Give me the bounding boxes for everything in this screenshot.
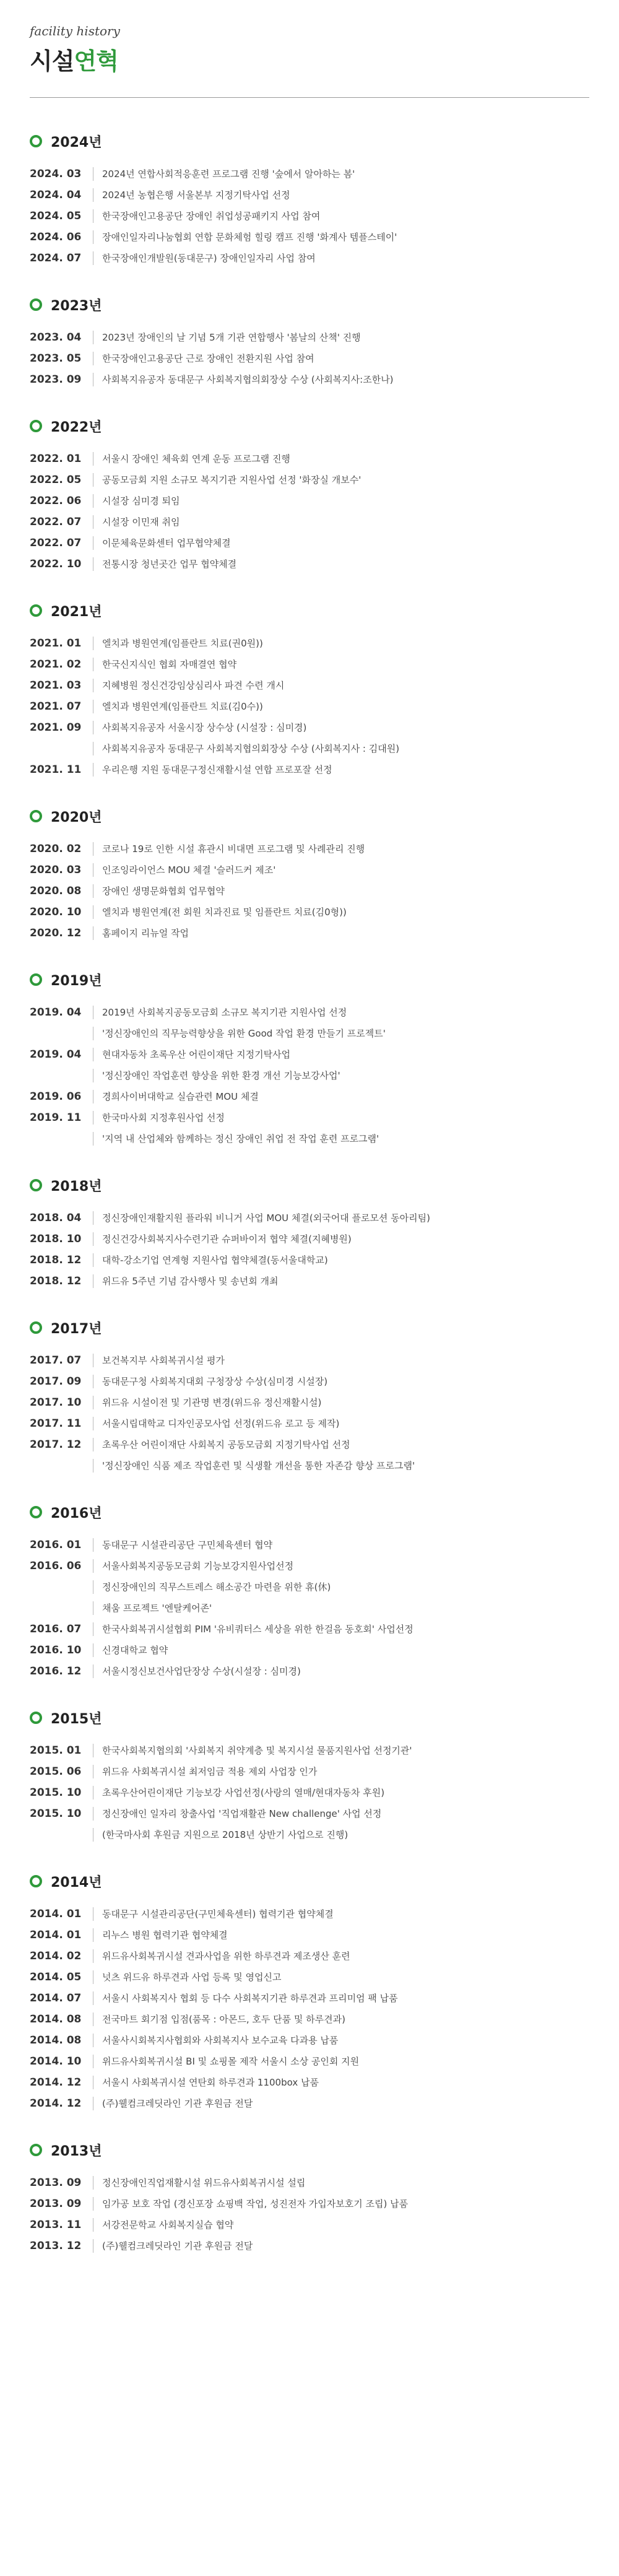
history-entry	[30, 348, 589, 369]
history-entry	[30, 859, 589, 881]
history-entry	[30, 2193, 589, 2214]
year-heading	[30, 1501, 589, 1523]
entry-date: 2022. 06	[30, 495, 82, 507]
year-label: 2021년	[51, 604, 102, 620]
ring-bullet-icon	[30, 2144, 42, 2156]
entry-date: 2018. 12	[30, 1254, 82, 1266]
history-entry	[30, 227, 589, 248]
history-section	[30, 1298, 589, 1482]
entry-description: (주)웰컴크레딧라인 기관 후원금 전달	[102, 2098, 253, 2109]
entry-date: 2024. 06	[30, 231, 82, 243]
entry-description: 엘치과 병원연계(전 회원 치과진료 및 임플란트 치료(김0형))	[102, 907, 347, 918]
entry-date: 2021. 03	[30, 679, 82, 692]
entry-date: 2022. 07	[30, 516, 82, 528]
ring-bullet-icon	[30, 1875, 42, 1887]
history-entry	[30, 1086, 589, 1107]
history-entry	[30, 717, 589, 738]
year-heading	[30, 805, 589, 827]
history-entry	[30, 1803, 589, 1824]
history-entry	[30, 1229, 589, 1250]
entry-description: 서울시 사회복귀시설 연탄회 하루견과 1100box 납품	[102, 2077, 319, 2088]
year-label: 2016년	[51, 1505, 102, 1521]
history-entry	[30, 1640, 589, 1661]
entry-description: '정신장애인 작업훈련 향상을 위한 환경 개선 기능보강사업'	[102, 1070, 340, 1081]
entry-description: 시설장 이민재 취임	[102, 516, 180, 528]
history-section	[30, 1852, 589, 2120]
history-entry	[30, 1392, 589, 1413]
ring-bullet-icon	[30, 604, 42, 617]
history-entry	[30, 838, 589, 859]
entry-description: 사회복지유공자 서울시장 상수상 (시설장 : 심미경)	[102, 722, 307, 733]
history-entry	[30, 206, 589, 227]
year-label: 2020년	[51, 809, 102, 825]
entry-date: 2022. 01	[30, 453, 82, 465]
history-entry	[30, 923, 589, 944]
year-label: 2014년	[51, 1874, 102, 1891]
entry-date: 2014. 08	[30, 2034, 82, 2047]
entry-description: (한국마사회 후원금 지원으로 2018년 상반기 사업으로 진행)	[102, 1829, 348, 1840]
entry-date: 2024. 07	[30, 252, 82, 264]
entry-description: 한국마사회 지정후원사업 선정	[102, 1112, 225, 1123]
history-section	[30, 950, 589, 1155]
entry-description: '정신장애인의 직무능력향상을 위한 Good 작업 환경 만들기 프로젝트'	[102, 1028, 386, 1039]
entry-description: 정신장애인의 직무스트레스 해소공간 마련을 위한 휴(休)	[102, 1582, 331, 1593]
history-entry	[30, 1534, 589, 1556]
entry-description: 전통시장 청년곳간 업무 협약체결	[102, 559, 237, 570]
history-entry	[30, 1740, 589, 1761]
entry-date: 2013. 09	[30, 2177, 82, 2189]
history-entry	[30, 1904, 589, 1925]
year-label: 2022년	[51, 419, 102, 435]
history-entry	[30, 633, 589, 654]
year-label: 2024년	[51, 134, 102, 150]
entry-description: 위드유사회복귀시설 견과사업을 위한 하루견과 제조생산 훈련	[102, 1951, 350, 1962]
history-entry	[30, 1946, 589, 1967]
entry-description: 서울시정신보건사업단장상 수상(시설장 : 심미경)	[102, 1666, 301, 1677]
entry-date: 2020. 08	[30, 885, 82, 897]
entry-date: 2024. 03	[30, 168, 82, 180]
history-entry	[30, 1350, 589, 1371]
page-title-main: 시설	[30, 48, 74, 75]
entry-description: 한국장애인개발원(동대문구) 장애인일자리 사업 참여	[102, 253, 316, 264]
entry-date: 2015. 06	[30, 1765, 82, 1778]
entry-date: 2017. 12	[30, 1438, 82, 1451]
history-entry	[30, 1250, 589, 1271]
entry-description: 임가공 보호 작업 (경신포장 쇼핑백 작업, 성진전자 가입자보호기 조립) 납품	[102, 2198, 409, 2209]
entry-description: 위드유 시설이전 및 기관명 변경(위드유 정신재활시설)	[102, 1397, 322, 1408]
entry-date: 2016. 01	[30, 1539, 82, 1551]
entry-date: 2021. 07	[30, 700, 82, 713]
entry-date: 2022. 05	[30, 474, 82, 486]
history-entry	[30, 2030, 589, 2051]
history-entry	[30, 369, 589, 390]
history-entry	[30, 185, 589, 206]
history-entry	[30, 1598, 589, 1619]
history-entry	[30, 2072, 589, 2093]
entry-description: 2019년 사회복지공동모금회 소규모 복지기관 지원사업 선정	[102, 1007, 347, 1018]
history-entry	[30, 1023, 589, 1044]
history-section	[30, 396, 589, 581]
entry-date: 2015. 01	[30, 1744, 82, 1757]
entry-description: 2023년 장애인의 날 기념 5개 기관 연합행사 '봄날의 산책' 진행	[102, 332, 361, 343]
entry-description: 경희사이버대학교 실습관련 MOU 체결	[102, 1091, 259, 1102]
history-entry	[30, 327, 589, 348]
entry-description: 홈페이지 리뉴얼 작업	[102, 928, 189, 939]
entry-date: 2016. 07	[30, 1623, 82, 1635]
year-label: 2018년	[51, 1178, 102, 1194]
ring-bullet-icon	[30, 1179, 42, 1191]
entry-date: 2014. 10	[30, 2055, 82, 2068]
entry-description: 전국마트 회기점 입점(품목 : 아몬드, 호두 단품 및 하루견과)	[102, 2014, 345, 2025]
history-entry	[30, 1577, 589, 1598]
entry-description: 시설장 심미경 퇴임	[102, 495, 180, 507]
history-entry	[30, 1967, 589, 1988]
history-entry	[30, 490, 589, 511]
page-eyebrow: facility history	[30, 24, 120, 38]
entry-description: 서울사회복지공동모금회 기능보강지원사업선정	[102, 1560, 294, 1572]
entry-date: 2014. 05	[30, 1971, 82, 1983]
entry-date: 2015. 10	[30, 1786, 82, 1799]
entry-description: 초록우산 어린이재단 사회복지 공동모금회 지정기탁사업 선정	[102, 1439, 350, 1450]
entry-date: 2014. 12	[30, 2097, 82, 2110]
history-entry	[30, 1455, 589, 1476]
year-heading	[30, 1707, 589, 1729]
entry-date: 2016. 12	[30, 1665, 82, 1677]
entry-description: 보건복지부 사회복귀시설 평가	[102, 1355, 225, 1366]
entry-description: 서울시립대학교 디자인공모사업 선정(위드유 로고 등 제작)	[102, 1418, 340, 1429]
entry-date: 2019. 06	[30, 1090, 82, 1103]
entry-date: 2014. 12	[30, 2076, 82, 2089]
entry-description: 위드유사회복귀시설 BI 및 쇼핑몰 제작 서울시 소상 공인회 지원	[102, 2056, 360, 2067]
history-entry	[30, 163, 589, 185]
entry-description: 서강전문학교 사회복지실습 협약	[102, 2219, 234, 2230]
entry-description: 정신장애인 일자리 창출사업 '직업재활관 New challenge' 사업 선정	[102, 1808, 382, 1819]
entry-date: 2019. 11	[30, 1112, 82, 1124]
year-heading	[30, 968, 589, 991]
ring-bullet-icon	[30, 1321, 42, 1334]
entry-description: 한국사회복귀시설협회 PIM '유비쿼터스 세상을 위한 한걸음 동호회' 사업선정	[102, 1624, 413, 1635]
ring-bullet-icon	[30, 135, 42, 147]
history-entry	[30, 1434, 589, 1455]
entry-date: 2013. 12	[30, 2240, 82, 2252]
entry-description: 넛츠 위드유 하루견과 사업 등록 및 영업신고	[102, 1972, 282, 1983]
entry-description: 리누스 병원 협력기관 협약체결	[102, 1930, 228, 1941]
history-entry	[30, 2051, 589, 2072]
ring-bullet-icon	[30, 420, 42, 432]
entry-description: 위드유 사회복귀시설 최저임금 적용 제외 사업장 인가	[102, 1766, 318, 1777]
entry-date: 2018. 04	[30, 1212, 82, 1224]
history-section	[30, 581, 589, 786]
entry-date: 2017. 09	[30, 1375, 82, 1388]
history-section	[30, 1155, 589, 1298]
entry-date: 2021. 01	[30, 637, 82, 650]
entry-description: 한국장애인고용공단 근로 장애인 전환지원 사업 참여	[102, 353, 314, 364]
entry-date: 2019. 04	[30, 1048, 82, 1061]
entry-description: 한국장애인고용공단 장애인 취업성공패키지 사업 참여	[102, 211, 321, 222]
history-entry	[30, 1761, 589, 1782]
entry-description: 엘치과 병원연계(임플란트 치료(김0수))	[102, 701, 263, 712]
entry-description: 채움 프로젝트 '엔탈케어존'	[102, 1603, 212, 1614]
history-entry	[30, 1065, 589, 1086]
entry-description: '지역 내 산업체와 함께하는 정신 장애인 취업 전 작업 훈련 프로그램'	[102, 1133, 379, 1144]
history-entry	[30, 448, 589, 469]
page-title	[30, 42, 589, 76]
entry-description: 장애인일자리나눔협회 연합 문화체험 힐링 캠프 진행 '화계사 템플스테이'	[102, 232, 397, 243]
history-entry	[30, 1044, 589, 1065]
entry-description: 한국사회복지협의회 '사회복지 취약계층 및 복지시설 물품지원사업 선정기관'	[102, 1745, 412, 1756]
entry-date: 2014. 07	[30, 1992, 82, 2004]
entry-description: 이문체육문화센터 업무협약체결	[102, 537, 231, 549]
entry-description: 지혜병원 정신건강임상심리사 파견 수련 개시	[102, 680, 285, 691]
history-entry	[30, 2235, 589, 2256]
entry-date: 2018. 10	[30, 1233, 82, 1245]
year-heading	[30, 1316, 589, 1339]
entry-description: 공동모금회 지원 소규모 복지기관 지원사업 선정 '화장실 개보수'	[102, 474, 361, 485]
history-section	[30, 786, 589, 950]
year-label: 2013년	[51, 2143, 102, 2159]
entry-date: 2020. 10	[30, 906, 82, 918]
entry-description: 위드유 5주년 기념 감사행사 및 송년회 개최	[102, 1276, 279, 1287]
page-title-accent: 연혁	[74, 48, 118, 75]
history-entry	[30, 1107, 589, 1128]
entry-date: 2014. 02	[30, 1950, 82, 1962]
ring-bullet-icon	[30, 1506, 42, 1518]
entry-date: 2017. 10	[30, 1396, 82, 1409]
history-entry	[30, 759, 589, 780]
year-heading	[30, 2139, 589, 2161]
history-entry	[30, 881, 589, 902]
entry-date: 2023. 09	[30, 373, 82, 386]
entry-description: 코로나 19로 인한 시설 휴관시 비대면 프로그램 및 사례관리 진행	[102, 843, 365, 855]
year-heading	[30, 1870, 589, 1892]
ring-bullet-icon	[30, 810, 42, 822]
year-label: 2017년	[51, 1321, 102, 1337]
entry-date: 2016. 10	[30, 1644, 82, 1656]
entry-description: 정신장애인직업재활시설 위드유사회복귀시설 설립	[102, 2177, 306, 2188]
entry-description: '정신장애인 식품 제조 작업훈련 및 식생활 개선을 통한 자존감 향상 프로그램'	[102, 1460, 415, 1471]
entry-description: 사회복지유공자 동대문구 사회복지협의회장상 수상 (사회복지사:조한나)	[102, 374, 394, 385]
entry-date: 2017. 11	[30, 1417, 82, 1430]
history-entry	[30, 2093, 589, 2114]
entry-description: (주)웰컴크레딧라인 기관 후원금 전달	[102, 2240, 253, 2252]
history-entry	[30, 1413, 589, 1434]
entry-date: 2023. 05	[30, 352, 82, 365]
history-entry	[30, 511, 589, 533]
entry-description: 정신건강사회복지사수련기관 슈퍼바이저 협약 체결(지혜병원)	[102, 1234, 352, 1245]
year-label: 2023년	[51, 298, 102, 314]
history-entry	[30, 2172, 589, 2193]
entry-date: 2013. 11	[30, 2219, 82, 2231]
history-entry	[30, 2009, 589, 2030]
year-heading	[30, 415, 589, 437]
history-entry	[30, 675, 589, 696]
entry-date: 2019. 04	[30, 1006, 82, 1019]
history-section	[30, 275, 589, 396]
history-entry	[30, 738, 589, 759]
history-entry	[30, 1824, 589, 1845]
entry-description: 동대문구청 사회복지대회 구청장상 수상(심미경 시설장)	[102, 1376, 328, 1387]
history-entry	[30, 533, 589, 554]
history-section	[30, 1688, 589, 1852]
entry-date: 2014. 01	[30, 1929, 82, 1941]
entry-date: 2018. 12	[30, 1275, 82, 1287]
entry-date: 2021. 02	[30, 658, 82, 671]
entry-description: 동대문구 시설관리공단 구민체육센터 협약	[102, 1539, 273, 1551]
history-entry	[30, 1208, 589, 1229]
history-section	[30, 2120, 589, 2263]
entry-description: 2024년 농협은행 서울본부 지정기탁사업 선정	[102, 189, 290, 201]
entry-description: 서울시 장애인 체육회 연계 운동 프로그램 진행	[102, 453, 290, 464]
history-entry	[30, 1271, 589, 1292]
history-entry	[30, 2214, 589, 2235]
entry-date: 2017. 07	[30, 1354, 82, 1367]
entry-date: 2014. 08	[30, 2013, 82, 2026]
history-entry	[30, 1128, 589, 1149]
history-entry	[30, 1619, 589, 1640]
history-entry	[30, 469, 589, 490]
entry-date: 2024. 04	[30, 189, 82, 201]
year-heading	[30, 599, 589, 622]
entry-date: 2020. 12	[30, 927, 82, 939]
entry-description: 사회복지유공자 동대문구 사회복지협의회장상 수상 (사회복지사 : 김대원)	[102, 743, 400, 754]
history-entry	[30, 1661, 589, 1682]
entry-description: 대학-강소기업 연계형 지원사업 협약체결(동서울대학교)	[102, 1255, 328, 1266]
history-entry	[30, 1925, 589, 1946]
year-heading	[30, 294, 589, 316]
history-entry	[30, 1002, 589, 1023]
entry-description: 서울시 사회복지사 협회 등 다수 사회복지기관 하루견과 프리미엄 팩 납품	[102, 1993, 398, 2004]
entry-description: 한국신지식인 협회 자매결연 협약	[102, 659, 237, 670]
entry-description: 2024년 연합사회적응훈련 프로그램 진행 '숲에서 알아하는 봄'	[102, 168, 355, 180]
history-entry	[30, 1988, 589, 2009]
history-section	[30, 1482, 589, 1688]
entry-description: 동대문구 시설관리공단(구민체육센터) 협력기관 협약체결	[102, 1908, 334, 1920]
year-heading	[30, 1174, 589, 1196]
ring-bullet-icon	[30, 1712, 42, 1724]
history-entry	[30, 1782, 589, 1803]
year-heading	[30, 130, 589, 152]
entry-date: 2020. 03	[30, 864, 82, 876]
history-section	[30, 111, 589, 275]
entry-date: 2015. 10	[30, 1808, 82, 1820]
history-entry	[30, 554, 589, 575]
ring-bullet-icon	[30, 298, 42, 311]
entry-date: 2021. 09	[30, 721, 82, 734]
entry-description: 초록우산어린이재단 기능보강 사업선정(사랑의 열매/현대자동차 후원)	[102, 1787, 385, 1798]
entry-date: 2022. 07	[30, 537, 82, 549]
ring-bullet-icon	[30, 973, 42, 986]
entry-description: 현대자동차 초록우산 어린이재단 지정기탁사업	[102, 1049, 291, 1060]
history-timeline	[30, 98, 589, 2263]
year-label: 2019년	[51, 973, 102, 989]
entry-date: 2013. 09	[30, 2198, 82, 2210]
entry-description: 서울사시회복지사협회와 사회복지사 보수교육 다과용 납품	[102, 2035, 339, 2046]
entry-date: 2022. 10	[30, 558, 82, 570]
history-entry	[30, 248, 589, 269]
entry-date: 2023. 04	[30, 331, 82, 344]
history-entry	[30, 654, 589, 675]
entry-date: 2014. 01	[30, 1908, 82, 1920]
entry-description: 엘치과 병원연계(임플란트 치료(권0원))	[102, 638, 263, 649]
entry-description: 신경대학교 협약	[102, 1645, 168, 1656]
entry-description: 장애인 생명문화협회 업무협약	[102, 886, 225, 897]
entry-date: 2024. 05	[30, 210, 82, 222]
entry-description: 인조잉라이언스 MOU 체결 '슬러드커 제조'	[102, 864, 276, 876]
entry-date: 2021. 11	[30, 764, 82, 776]
year-label: 2015년	[51, 1711, 102, 1727]
history-entry	[30, 1556, 589, 1577]
entry-description: 우리은행 지원 동대문구정신재활시설 연합 프로포잘 선정	[102, 764, 332, 775]
history-entry	[30, 696, 589, 717]
entry-date: 2020. 02	[30, 843, 82, 855]
history-entry	[30, 1371, 589, 1392]
entry-date: 2016. 06	[30, 1560, 82, 1572]
entry-description: 정신장애인재활지원 플라워 비니거 사업 MOU 체결(외국어대 플로모션 동아리팀)	[102, 1212, 431, 1224]
history-entry	[30, 902, 589, 923]
